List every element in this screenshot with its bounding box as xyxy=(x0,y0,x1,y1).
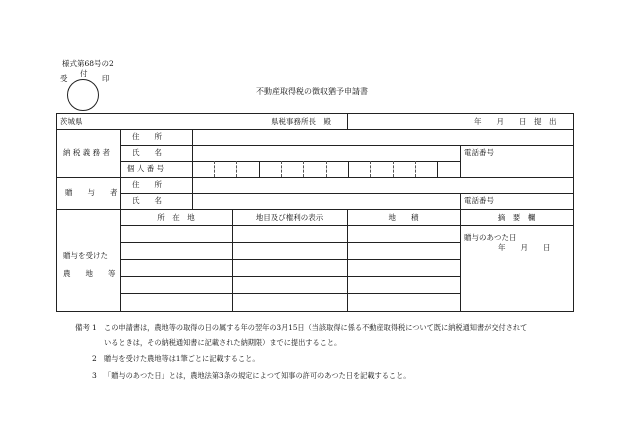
office-head-label: 県税事務所長 殿 xyxy=(271,117,331,126)
farmland-row-line xyxy=(120,293,460,294)
table-left-border xyxy=(56,113,57,311)
taxpayer-id-label: 個 人 番 号 xyxy=(127,164,165,173)
note-1-number: 1 xyxy=(92,323,97,332)
id-digit-divider xyxy=(303,161,304,177)
phone-divider-taxpayer xyxy=(460,145,461,177)
farmland-col-land-category: 地目及び権利の表示 xyxy=(255,213,324,222)
notes-heading: 備考 xyxy=(75,323,90,332)
donor-label: 贈 与 者 xyxy=(65,188,118,197)
taxpayer-phone-label: 電話番号 xyxy=(464,148,494,157)
note-2-number: 2 xyxy=(92,354,97,363)
id-digit-divider xyxy=(281,161,282,177)
prefecture-label: 茨城県 xyxy=(60,117,83,126)
seal-char-tsuke: 付 xyxy=(80,69,88,78)
id-digit-divider xyxy=(415,161,416,177)
farmland-row-line xyxy=(120,259,460,260)
farmland-col-remarks: 摘 要 欄 xyxy=(497,213,536,222)
seal-char-uke: 受 xyxy=(60,74,68,83)
note-3-number: 3 xyxy=(92,371,97,380)
note-1-text: この申請書は，農地等の取得の日の属する年の翌年の3月15日（当該取得に係る不動産取得税について既に納税通知書が交付されて xyxy=(104,323,528,332)
id-digit-separator xyxy=(437,161,438,177)
id-digit-divider xyxy=(326,161,327,177)
row-line-4 xyxy=(56,177,574,178)
row-line-6 xyxy=(56,209,574,210)
id-digit-divider xyxy=(370,161,371,177)
farmland-row-line xyxy=(120,242,460,243)
form-number: 様式第68号の2 xyxy=(62,59,114,68)
field-label-divider-taxpayer xyxy=(192,129,193,177)
donor-name-label: 氏 名 xyxy=(132,196,162,205)
table-bottom-border xyxy=(56,311,574,312)
farmland-label-line1: 贈与を受けた xyxy=(63,251,108,260)
farmland-col-area: 地 積 xyxy=(388,213,419,222)
donor-phone-label: 電話番号 xyxy=(464,196,494,205)
row-line-1 xyxy=(56,129,574,130)
farmland-row-line xyxy=(120,276,460,277)
gift-date-value: 年 月 日 xyxy=(498,243,551,252)
phone-divider-donor xyxy=(460,193,461,209)
submission-date: 年 月 日 提 出 xyxy=(474,117,557,126)
taxpayer-address-label: 住 所 xyxy=(132,132,162,141)
table-right-border xyxy=(573,113,574,311)
note-1-text-cont: いるときは，その納税通知書に記載された納期限）までに提出すること。 xyxy=(104,338,342,347)
seal-char-in: 印 xyxy=(102,74,110,83)
taxpayer-label: 納 税 義 務 者 xyxy=(63,148,111,157)
farmland-label-line2: 農 地 等 xyxy=(63,269,116,278)
note-3-text: 「贈与のあつた日」とは，農地法第3条の規定によつて知事の許可のあつた日を記載すること。 xyxy=(104,371,411,380)
reception-seal-circle xyxy=(67,79,99,111)
gift-date-label: 贈与のあつた日 xyxy=(464,233,517,242)
id-digit-separator xyxy=(348,161,349,177)
farmland-header-line xyxy=(120,225,574,226)
addressee-divider xyxy=(347,113,348,129)
id-digit-divider xyxy=(236,161,237,177)
row-line-5 xyxy=(120,193,574,194)
row-line-3 xyxy=(120,161,460,162)
id-digit-divider xyxy=(214,161,215,177)
row-line-2 xyxy=(120,145,574,146)
table-top-border xyxy=(56,113,574,114)
farmland-col-location: 所 在 地 xyxy=(157,213,195,222)
id-digit-divider xyxy=(393,161,394,177)
id-digit-separator xyxy=(259,161,260,177)
document-title: 不動産取得税の徴収猶予申請書 xyxy=(256,87,368,96)
note-2-text: 贈与を受けた農地等は1筆ごとに記載すること。 xyxy=(104,354,260,363)
donor-address-label: 住 所 xyxy=(132,180,162,189)
taxpayer-name-label: 氏 名 xyxy=(132,148,162,157)
